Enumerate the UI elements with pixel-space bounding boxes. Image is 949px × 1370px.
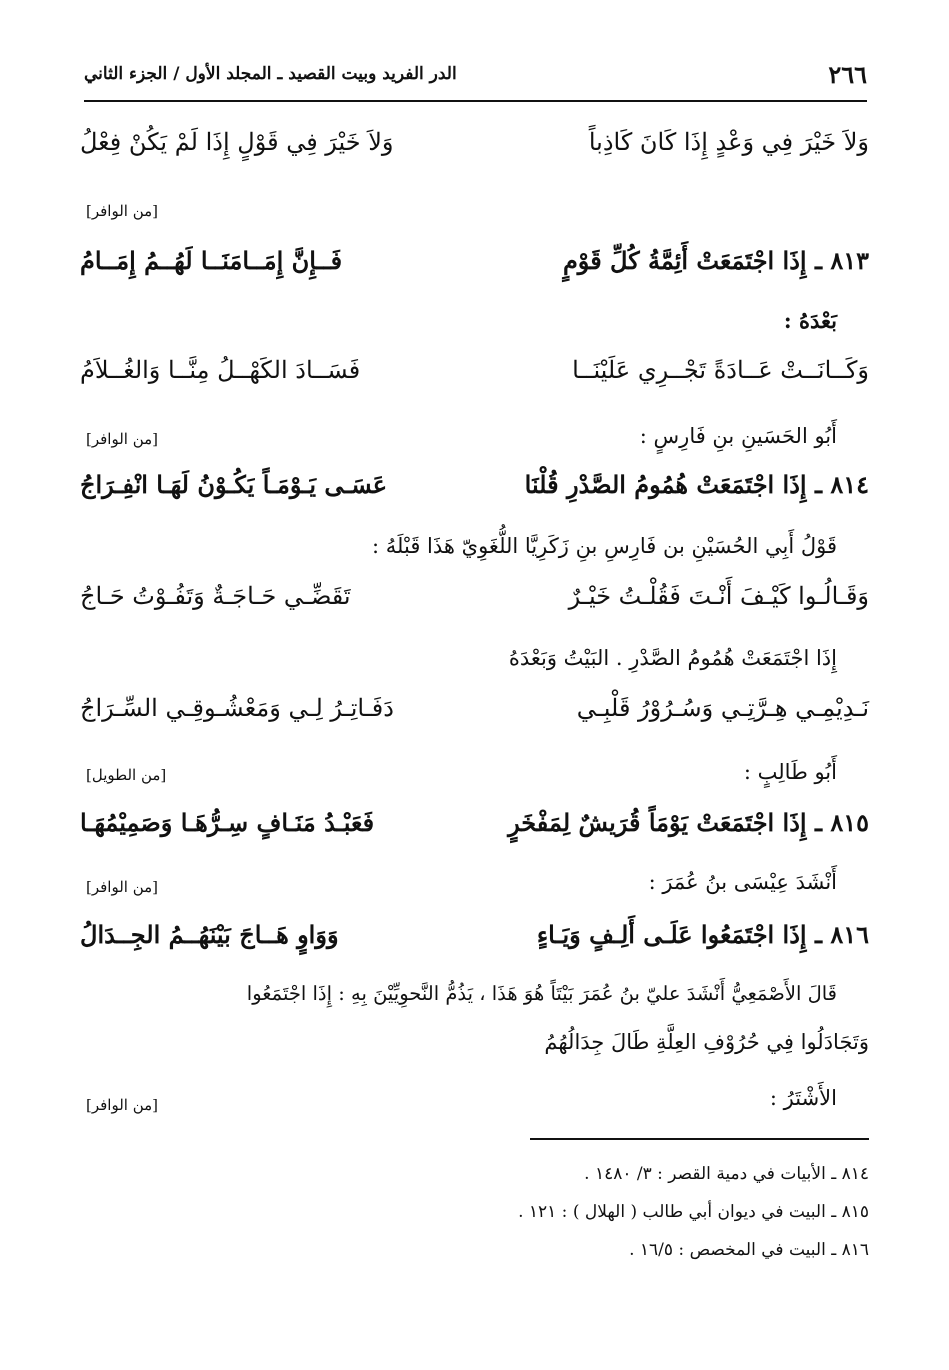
verse-first-hemistich: ٨١٤ ـ إِذَا اجْتَمَعَتْ هُمُومُ الصَّدْرِ قُلْنَا (524, 470, 869, 499)
page-number: ٢٦٦ (828, 60, 867, 89)
verse-second-hemistich: تَقَضِّـي حَـاجَـةٌ وَتَفُـوْتُ حَـاجُ (80, 582, 351, 610)
meter-label: [من الوافر] (86, 878, 159, 896)
verse-prev (80, 128, 869, 168)
verse-816 (80, 920, 869, 960)
verse-first-hemistich: وَقَـالُـوا كَيْـفَ أَنْـتَ فَقُلْـتُ خَيْـرٌ (568, 582, 869, 610)
prose-text: قَوْلُ أَبِي الحُسَيْنِ بن فَارِسِ بنِ زَكَرِيَّا اللُّغَوِيّ هَذَا قَبْلَهُ : (372, 534, 837, 558)
attribution: أَنْشَدَ عِيْسَى بنُ عُمَرَ : (648, 870, 837, 894)
verse-first-hemistich: وَلاَ خَيْرَ فِي وَعْدٍ إِذَا كَانَ كَاذِباً (588, 128, 869, 156)
verse-second-hemistich: وَلاَ خَيْرَ فِي قَوْلٍ إِذَا لَمْ يَكُنْ فِعْلُ (80, 128, 394, 156)
footnote-separator (530, 1138, 869, 1140)
verse-number: ٨١٣ ـ (814, 246, 869, 275)
verse-first-hemistich: ٨١٣ ـ إِذَا اجْتَمَعَتْ أَئِمَّةُ كُلِّ قَوْمٍ (562, 246, 869, 275)
verse-first-hemistich: وَكَــانَــتْ عَــادَةً تَجْــرِي عَلَيْنَــا (572, 356, 869, 384)
verse-second-hemistich: وَوَاوٍ هَــاجَ بَيْنَهُــمُ الجِــدَالُ (80, 920, 339, 949)
verse-813 (80, 246, 869, 286)
attribution: أَبُو الحَسَينِ بنِ فَارِسٍ : (639, 424, 837, 448)
verse-second-hemistich: دَفَـاتِـرُ لِـي وَمَعْشُـوقِـي السِّـرَاجُ (80, 694, 394, 722)
verse-first-hemistich: نَـدِيْمِـي هِـرَّتِـي وَسُـرُوْرُ قَلْبِـي (576, 694, 869, 722)
verse-second-hemistich: عَسَـى يَـوْمَـاً يَكُـوْنُ لَهَـا انْفِـرَاجُ (80, 470, 388, 499)
verse-second-hemistich: فَسَــادَ الكَهْــلُ مِنَّــا وَالغُــلاَمُ (80, 356, 361, 384)
verse-815 (80, 808, 869, 848)
verse-number: ٨١٦ ـ (814, 920, 869, 949)
verse-814 (80, 470, 869, 510)
note-text: بَعْدَهُ : (783, 308, 837, 333)
footnote: ٨١٥ ـ البيت في ديوان أبي طالب ( الهلال ) : ١٢١ . (518, 1202, 869, 1222)
meter-label: [من الوافر] (86, 430, 159, 448)
prose-text: وَتَجَادَلُوا فِي حُرُوْفِ العِلَّةِ طَالَ جِدَالُهُمُ (544, 1030, 869, 1054)
footnote: ٨١٤ ـ الأبيات في دمية القصر : ٣/ ١٤٨٠ . (584, 1164, 869, 1184)
prose-text: إِذَا اجْتَمَعَتْ هُمُومُ الصَّدْرِ . البَيْتُ وَبَعْدَهُ (508, 646, 837, 670)
verse-813b (80, 356, 869, 396)
attribution: أَبُو طَالِبٍ : (743, 760, 837, 784)
running-title: الدر الفريد وبيت القصيد ـ المجلد الأول / الجزء الثاني (84, 64, 457, 84)
meter-label: [من الطويل] (86, 766, 167, 784)
prose-text: قَالَ الأَصْمَعِيُّ أَنْشَدَ عليّ بنُ عُمَرَ بَيْتَاً هُوَ هَذَا ، يَذُمُّ النَّحوِيِّيْنَ بِهِ : إِذَا اجْتَمَعُوا (246, 982, 837, 1005)
verse-814c (80, 694, 869, 734)
verse-second-hemistich: فَــإِنَّ إِمَــامَنَــا لَهُــمُ إِمَــامُ (80, 246, 343, 275)
meter-label: [من الوافر] (86, 202, 159, 220)
verse-814b (80, 582, 869, 622)
meter-label: [من الوافر] (86, 1096, 159, 1114)
page-header (84, 58, 867, 102)
verse-second-hemistich: فَعَبْـدُ مَنَـافٍ سِـرُّهَـا وَصَمِيْمُهَـا (80, 808, 375, 837)
footnote: ٨١٦ ـ البيت في المخصص : ١٦/٥ . (629, 1240, 869, 1260)
verse-number: ٨١٤ ـ (814, 470, 869, 499)
verse-number: ٨١٥ ـ (814, 808, 869, 837)
attribution: الأَشْتَرُ : (769, 1086, 837, 1110)
verse-first-hemistich: ٨١٥ ـ إِذَا اجْتَمَعَتْ يَوْمَاً قُرَيشٌ لِمَفْخَرٍ (508, 808, 869, 837)
verse-first-hemistich: ٨١٦ ـ إِذَا اجْتَمَعُوا عَلَـى أَلِـفٍ وَيَـاءٍ (536, 920, 869, 949)
